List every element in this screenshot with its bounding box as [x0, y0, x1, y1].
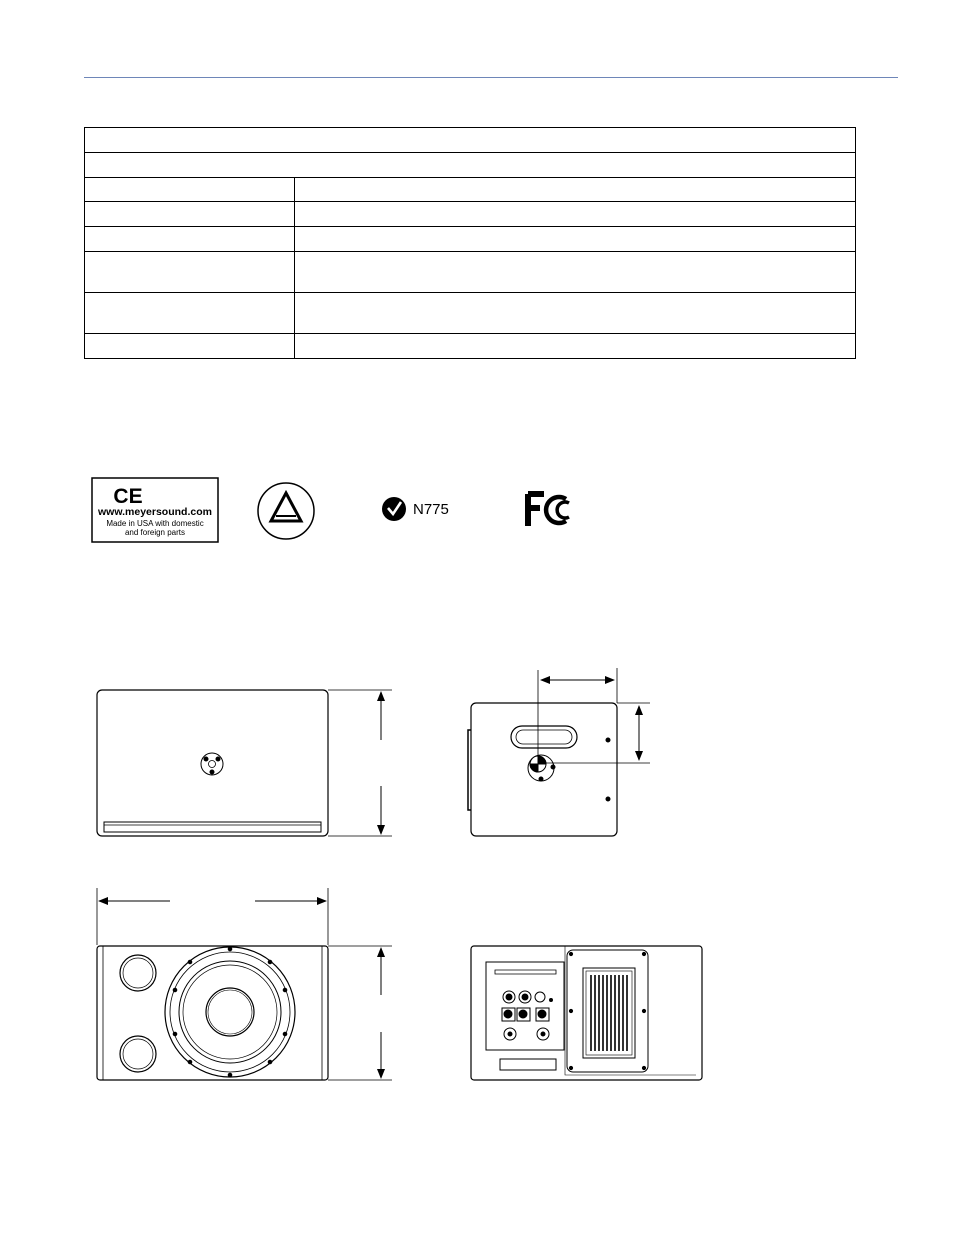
front-view-drawing: [97, 888, 392, 1080]
ce-mark: CE: [113, 485, 143, 508]
rear-view-drawing: [471, 946, 702, 1080]
side-view-drawing: [468, 668, 650, 836]
top-view-drawing: [97, 690, 392, 836]
origin-text-line1: Made in USA with domestic: [106, 519, 204, 528]
website-text: www.meyersound.com: [98, 506, 212, 518]
heatsink-fins: [591, 975, 627, 1051]
origin-text-line2: and foreign parts: [124, 528, 186, 537]
c-tick-code: N775: [413, 501, 449, 518]
